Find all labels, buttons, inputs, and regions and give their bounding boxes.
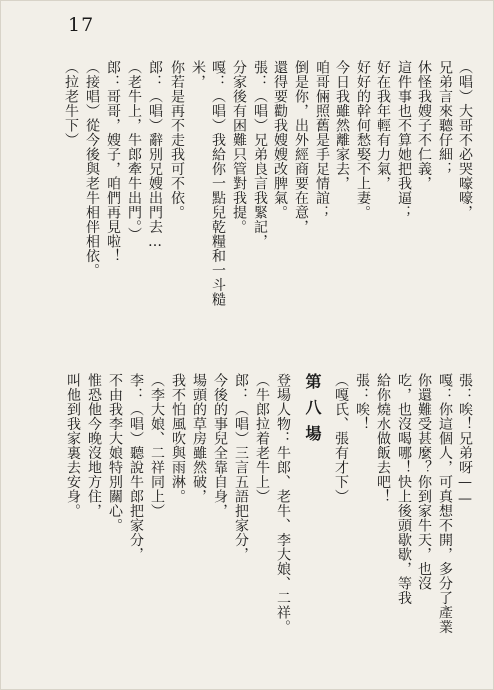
upper-text-line: 郎：（唱）辭別兄嫂出門去… — [147, 60, 163, 251]
upper-text-line: 今日我雖然離家去， — [334, 60, 350, 191]
upper-text-line: 休怪我嫂子不仁義， — [416, 60, 432, 191]
upper-text-line: 咱哥倆照舊是手足情誼； — [314, 60, 330, 220]
page-number: 17 — [68, 14, 95, 36]
lower-text-line: 惟恐他今晚沒地方住， — [86, 373, 102, 518]
lower-text-line: 今後的事兒全靠自身， — [212, 373, 228, 518]
lower-text-line: 登場人物：牛郎、老牛、李大娘、二祥。 — [275, 373, 291, 634]
lower-text-line: 你還難受甚麼？你到家牛天，也沒 — [416, 373, 432, 591]
upper-text-line: （老牛上，牛郎牽牛出門。） — [126, 60, 142, 242]
lower-text-line: 場頭的草房雖然破， — [191, 373, 207, 504]
lower-text-line: 不由我李大娘特別關心。 — [107, 373, 123, 533]
upper-text-line: （接唱）從今後與老牛相伴相依。 — [84, 60, 100, 278]
upper-text-line: 還得要勸我嫂嫂改脾氣。 — [272, 60, 288, 220]
lower-text-line: 李：（唱）聽說牛郎把家分， — [128, 373, 144, 562]
upper-text-line: 兄弟言來聽仔細； — [437, 60, 453, 176]
lower-text-line: 叫他到我家裏去安身。 — [65, 373, 81, 518]
lower-text-line: 郎：（唱）三言五語把家分， — [233, 373, 249, 562]
lower-text-line: 嘎：你這個人，可真想不開，多分了產業 — [437, 373, 453, 634]
lower-text-line: 給你燒水做飯去吧！ — [375, 373, 391, 504]
upper-text-line: 好好的幹何愁娶不上妻。 — [355, 60, 371, 220]
lower-text-line: 吃，也沒喝哪！快上後頭歇歇，等我 — [396, 373, 412, 605]
upper-text-line: 分家後有困難只管對我提。 — [231, 60, 247, 234]
lower-text-line: 張：唉！兄弟呀—— — [457, 373, 473, 508]
upper-text-line: （唱）大哥不必哭嚎嚎， — [457, 60, 473, 220]
lower-text-line: （李大娘、二祥同上） — [149, 373, 165, 518]
scene-heading: 第八場 — [303, 373, 322, 451]
lower-text-line: （嘎氏、張有才下） — [333, 373, 349, 504]
lower-text-line: 張：唉！ — [354, 373, 370, 431]
upper-text-line: 這件事也不算她把我逼； — [396, 60, 412, 220]
lower-text-line: （牛郎拉着老牛上） — [254, 373, 270, 504]
upper-text-line: （拉老牛下） — [63, 60, 79, 147]
upper-text-line: 倒是你，出外經商要在意， — [293, 60, 309, 234]
upper-text-line: 郎：哥哥，嫂子，咱們再見啦！ — [105, 60, 121, 263]
upper-text-line: 嘎：（唱）我給你一點兒乾糧和一斗糙 — [210, 60, 226, 307]
upper-text-line: 你若是再不走我可不依。 — [169, 60, 185, 220]
lower-text-line: 我不怕風吹與雨淋。 — [170, 373, 186, 504]
upper-text-line: 張：（唱）兄弟良言我緊記， — [252, 60, 268, 249]
upper-text-line: 米， — [190, 60, 206, 89]
upper-text-line: 好在我年輕有力氣， — [375, 60, 391, 191]
